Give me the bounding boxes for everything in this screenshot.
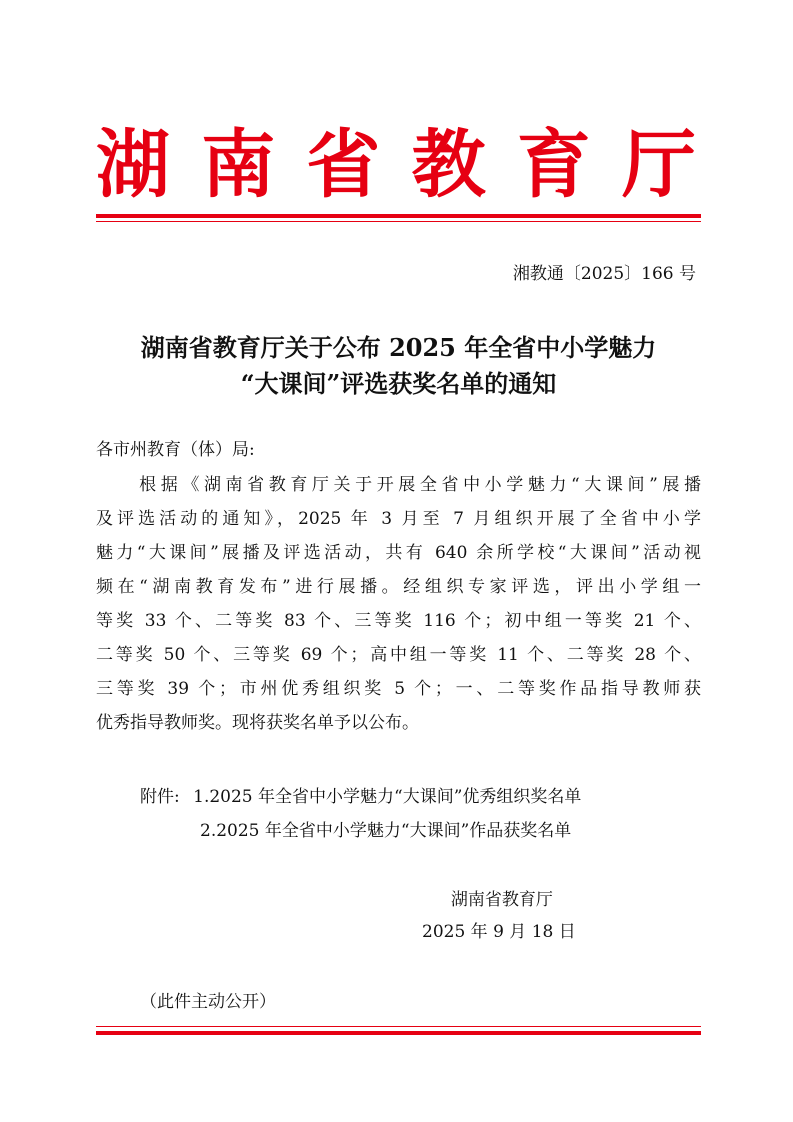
disclosure-note: （此件主动公开）: [140, 992, 276, 1012]
header-char: 教: [411, 122, 486, 208]
attachment-title: 2.2025 年全省中小学魅力“大课间”作品获奖名单: [200, 821, 572, 841]
issuing-authority-header: [96, 120, 696, 210]
attachments-label: 附件:: [140, 787, 180, 807]
attachment-item: [140, 780, 581, 814]
header-char: 厅: [621, 122, 696, 208]
header-char: 湖: [96, 122, 170, 208]
signing-organization: 湖南省教育厅: [450, 890, 553, 910]
attachment-item: [140, 814, 581, 848]
signature-block: [422, 884, 576, 948]
body-line: 频在“湖南教育发布”进行展播。经组织专家评选，评出小学组一: [96, 577, 701, 597]
header-divider-thick: [96, 214, 701, 218]
header-char: 省: [306, 122, 381, 208]
body-line: 魅力“大课间”展播及评选活动，共有 640 余所学校“大课间”活动视: [96, 543, 701, 563]
footer-divider-thick: [96, 1031, 701, 1035]
attachment-title: 1.2025 年全省中小学魅力“大课间”优秀组织奖名单: [193, 787, 582, 807]
attachments-list: [140, 780, 581, 848]
title-line-2: “大课间”评选获奖名单的通知: [240, 369, 557, 398]
title-line-1: 湖南省教育厅关于公布 2025 年全省中小学魅力: [140, 333, 657, 362]
body-line: 根据《湖南省教育厅关于开展全省中小学魅力“大课间”展播: [96, 475, 701, 495]
salutation: 各市州教育（体）局:: [96, 440, 255, 460]
body-line: 二等奖 50 个、三等奖 69 个；高中组一等奖 11 个、二等奖 28 个、: [96, 645, 701, 665]
header-divider-thin: [96, 221, 701, 222]
issue-date: 2025 年 9 月 18 日: [422, 922, 576, 942]
body-line: 等奖 33 个、二等奖 83 个、三等奖 116 个；初中组一等奖 21 个、: [96, 611, 701, 631]
body-paragraph: [96, 468, 701, 740]
document-number: 湘教通〔2025〕166 号: [512, 264, 696, 284]
body-line: 优秀指导教师奖。现将获奖名单予以公布。: [96, 713, 419, 733]
document-title: [96, 330, 701, 402]
header-char: 育: [516, 122, 591, 208]
footer-divider-thin: [96, 1026, 701, 1027]
body-line: 三等奖 39 个；市州优秀组织奖 5 个；一、二等奖作品指导教师获: [96, 679, 701, 699]
body-line: 及评选活动的通知》，2025 年 3 月至 7 月组织开展了全省中小学: [96, 509, 701, 529]
header-char: 南: [201, 122, 276, 208]
